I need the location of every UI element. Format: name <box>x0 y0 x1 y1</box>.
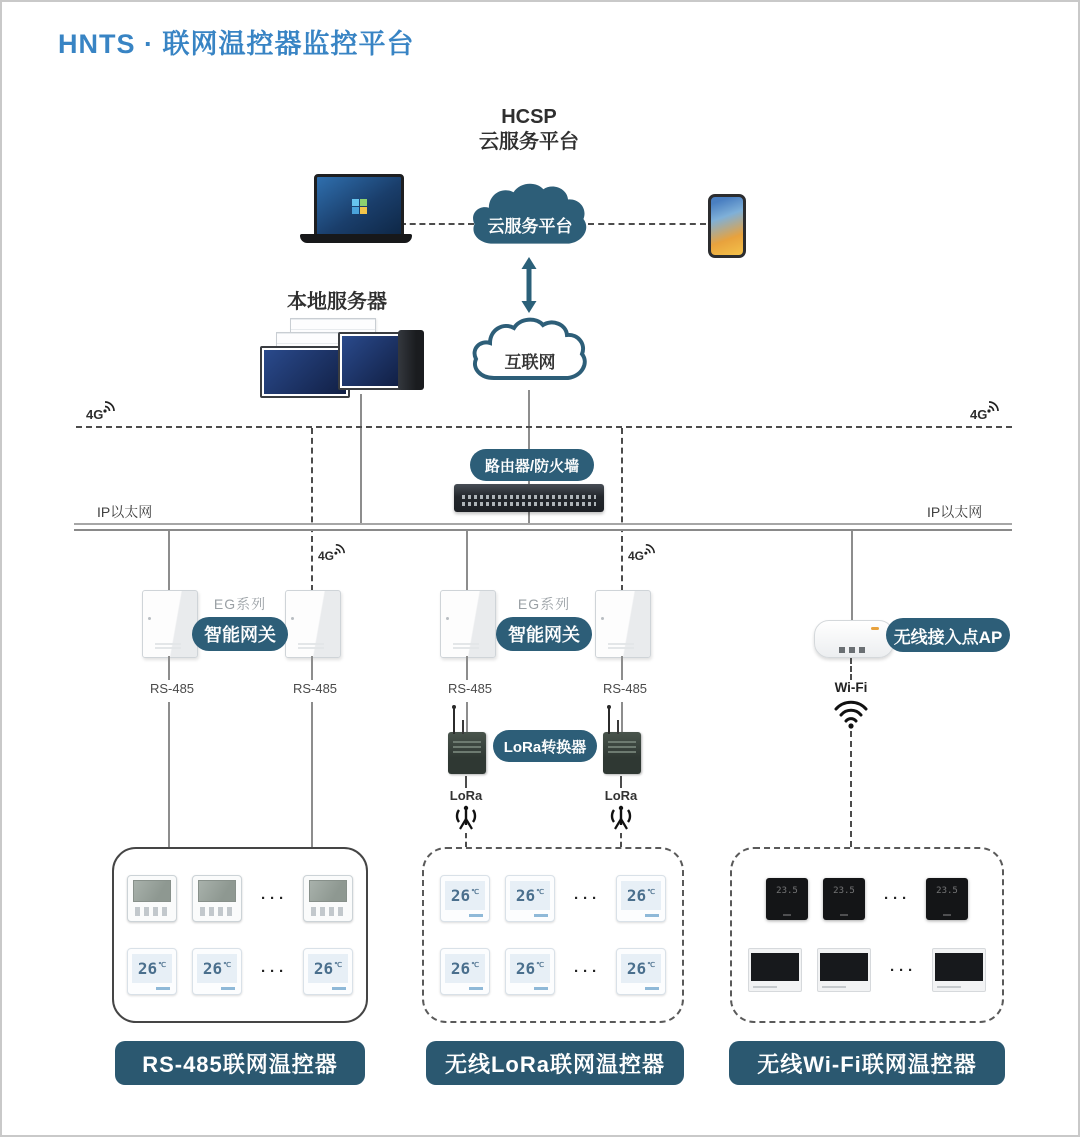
4g-signal-icon <box>644 543 656 555</box>
ellipsis: ··· <box>574 963 601 980</box>
line-bus-to-gateway-1 <box>168 531 170 591</box>
group-label-lora: 无线LoRa联网温控器 <box>426 1041 684 1085</box>
line-lora1-dash <box>465 776 467 788</box>
phone-icon <box>708 194 746 258</box>
server-monitor-screen2 <box>342 336 398 386</box>
link-cloud-phone <box>588 223 706 225</box>
gateway-icon-1 <box>142 590 198 658</box>
network-switch-icon <box>454 484 604 512</box>
group-label-wifi: 无线Wi-Fi联网温控器 <box>729 1041 1005 1085</box>
rs485-label-1: RS-485 <box>138 681 206 696</box>
thermostat-display: 26 ℃ <box>308 954 348 983</box>
lora-label-2: LoRa <box>604 788 638 803</box>
line-wifi-to-group <box>850 731 852 847</box>
4g-label: 4G <box>628 549 645 563</box>
thermostat-display: 26 ℃ <box>621 954 661 983</box>
laptop-icon <box>314 174 404 238</box>
thermostat-icon <box>823 878 865 920</box>
lora-antenna-icon-1 <box>451 805 481 831</box>
line-rs485-4-to-lora <box>621 702 623 732</box>
server-monitor-front <box>260 346 350 398</box>
rs485-label-4: RS-485 <box>591 681 659 696</box>
wifi-label: Wi-Fi <box>834 680 868 695</box>
thermostat-icon <box>616 948 666 995</box>
thermostat-icon <box>817 948 871 992</box>
line-lora2-dash <box>620 776 622 788</box>
thermostat-display: 23.5 <box>936 885 958 896</box>
4g-label: 4G <box>86 407 104 422</box>
gateway-icon-3 <box>440 590 496 658</box>
lora-converter-icon-2 <box>603 732 641 774</box>
thermostat-icon <box>127 948 177 995</box>
4g-icon-left <box>86 400 116 422</box>
thermostat-display: 23.5 <box>833 885 855 896</box>
line-gateway3-stub <box>466 656 468 680</box>
thermostat-display: 26 ℃ <box>445 954 485 983</box>
rs485-label-3: RS-485 <box>436 681 504 696</box>
thermostat-display: 23.5 <box>776 885 798 896</box>
smart-gateway-badge-left: 智能网关 <box>192 617 288 651</box>
thermostat-group-rs485 <box>112 847 368 1023</box>
thermostat-row <box>732 878 1002 920</box>
eg-series-label-left: EG系列 <box>213 596 267 612</box>
gateway-icon-2 <box>285 590 341 658</box>
thermostat-row <box>114 948 366 995</box>
4g-signal-icon <box>103 400 116 413</box>
thermostat-icon <box>303 948 353 995</box>
ellipsis: ··· <box>884 890 911 908</box>
gateway-icon-4 <box>595 590 651 658</box>
thermostat-icon <box>926 878 968 920</box>
thermostat-icon <box>748 948 802 992</box>
thermostat-row <box>114 875 366 922</box>
4g-label: 4G <box>318 549 335 563</box>
thermostat-display: 26 ℃ <box>445 881 485 910</box>
thermostat-icon <box>440 875 490 922</box>
line-lora2-to-group <box>620 833 622 847</box>
cloud-service-label: 云服务平台 <box>487 217 573 236</box>
local-server-label: 本地服务器 <box>287 291 387 313</box>
thermostat-icon <box>127 875 177 922</box>
4g-icon-right <box>970 400 1000 422</box>
rs485-label-2: RS-485 <box>281 681 349 696</box>
windows-logo-icon <box>352 199 367 214</box>
thermostat-icon <box>616 875 666 922</box>
ethernet-label-left: IP以太网 <box>94 502 155 522</box>
wifi-icon <box>833 699 869 729</box>
thermostat-row <box>424 875 682 922</box>
line-bus-to-ap <box>851 531 853 623</box>
thermostat-row <box>424 948 682 995</box>
ellipsis: ··· <box>261 890 288 907</box>
line-4g-to-gateway-2 <box>311 428 313 591</box>
4g-signal-icon <box>334 543 346 555</box>
internet-cloud-label: 互联网 <box>504 353 556 372</box>
thermostat-icon <box>192 875 242 922</box>
line-gateway4-stub <box>621 656 623 680</box>
4g-icon-gateway-2 <box>318 543 346 563</box>
line-rs485-2-to-group <box>311 702 313 847</box>
4g-backbone-line <box>76 426 1012 428</box>
thermostat-display: 26 ℃ <box>510 881 550 910</box>
line-ap-dash <box>850 658 852 680</box>
line-gateway1-stub <box>168 656 170 680</box>
line-rs485-1-to-group <box>168 702 170 847</box>
smart-gateway-badge-mid: 智能网关 <box>496 617 592 651</box>
thermostat-display: 26 ℃ <box>197 954 237 983</box>
ethernet-bus <box>74 523 1012 531</box>
switch-ports <box>462 502 596 506</box>
line-server-to-bus <box>360 394 362 526</box>
thermostat-icon <box>192 948 242 995</box>
thermostat-display: 26 ℃ <box>132 954 172 983</box>
hcsp-heading <box>429 105 629 155</box>
thermostat-group-lora <box>422 847 684 1023</box>
wireless-ap-badge: 无线接入点AP <box>886 618 1010 652</box>
ellipsis: ··· <box>574 890 601 907</box>
hcsp-heading-line2: 云服务平台 <box>479 131 579 153</box>
4g-icon-gateway-4 <box>628 543 656 563</box>
thermostat-icon <box>440 948 490 995</box>
lora-antenna-icon-2 <box>606 805 636 831</box>
server-monitor-right <box>338 332 402 390</box>
ellipsis: ··· <box>261 963 288 980</box>
thermostat-display: 26 ℃ <box>510 954 550 983</box>
line-gateway2-stub <box>311 656 313 680</box>
ethernet-label-right: IP以太网 <box>924 502 985 522</box>
group-label-rs485: RS-485联网温控器 <box>115 1041 365 1085</box>
wireless-ap-icon <box>814 620 894 658</box>
lora-converter-icon-1 <box>448 732 486 774</box>
double-arrow-icon <box>520 257 538 313</box>
router-firewall-badge: 路由器/防火墙 <box>470 449 594 481</box>
thermostat-display: 26 ℃ <box>621 881 661 910</box>
lora-label-1: LoRa <box>449 788 483 803</box>
thermostat-icon <box>303 875 353 922</box>
thermostat-group-wifi <box>730 847 1004 1023</box>
line-bus-to-gateway-3 <box>466 531 468 591</box>
line-lora1-to-group <box>465 833 467 847</box>
link-laptop-cloud <box>400 223 474 225</box>
laptop-base <box>300 234 412 243</box>
server-monitor-screen <box>264 350 346 394</box>
switch-ports <box>462 495 596 499</box>
eg-series-label-mid: EG系列 <box>517 596 571 612</box>
thermostat-icon <box>505 948 555 995</box>
lora-converter-badge: LoRa转换器 <box>493 730 597 762</box>
4g-label: 4G <box>970 407 988 422</box>
thermostat-icon <box>932 948 986 992</box>
page-title: HNTS · 联网温控器监控平台 <box>58 29 415 59</box>
server-tower-icon <box>398 330 424 390</box>
ellipsis: ··· <box>890 961 917 979</box>
thermostat-row <box>732 948 1002 992</box>
line-4g-to-gateway-4 <box>621 428 623 591</box>
hcsp-heading-line1: HCSP <box>501 106 557 128</box>
4g-signal-icon <box>987 400 1000 413</box>
line-rs485-3-to-lora <box>466 702 468 732</box>
thermostat-icon <box>766 878 808 920</box>
thermostat-icon <box>505 875 555 922</box>
